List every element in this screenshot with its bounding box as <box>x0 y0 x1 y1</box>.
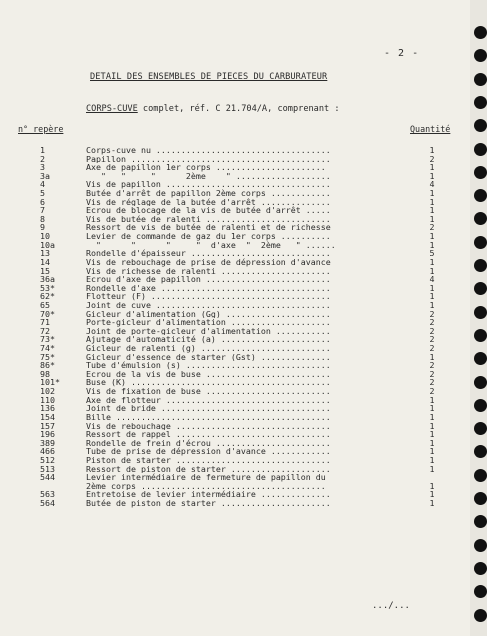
table-row <box>0 387 470 396</box>
part-description: Joint de cuve ................................... <box>86 300 331 310</box>
binder-hole <box>474 609 487 622</box>
part-quantity: 4 <box>429 179 435 190</box>
part-ref-number: 86* <box>40 360 55 371</box>
part-ref-number: 9 <box>40 222 45 233</box>
part-ref-number: 6 <box>40 196 45 207</box>
part-description: Levier de commande de gaz du 1er corps .......... <box>86 232 331 241</box>
part-description: Gicleur d'essence de starter (Gst) .............. <box>86 352 331 362</box>
part-quantity: 1 <box>429 213 435 224</box>
table-row <box>0 215 470 224</box>
part-description: Joint de bride .................................. <box>86 404 331 413</box>
part-description: Vis de butée de ralenti ......................... <box>86 214 331 224</box>
part-quantity: 2 <box>429 360 435 371</box>
binder-strip <box>470 0 487 636</box>
part-description: Axe de flotteur ................................. <box>86 395 331 405</box>
part-description: Vis de rebouchage ............................... <box>86 421 331 431</box>
part-ref-number: 73* <box>40 334 55 345</box>
part-description: Butée de piston de starter ...................... <box>86 498 331 508</box>
part-description: Gicleur d'alimentation (Gg) ..................... <box>86 309 331 319</box>
part-quantity: 1 <box>429 497 435 508</box>
part-quantity: 1 <box>429 394 435 405</box>
table-row <box>0 198 470 207</box>
part-description: Bille ........................................... <box>86 412 331 422</box>
binder-hole <box>474 469 487 482</box>
part-ref-number: 389 <box>40 437 55 448</box>
part-quantity: 1 <box>429 420 435 431</box>
part-quantity: 1 <box>429 145 435 155</box>
binder-hole <box>474 376 487 389</box>
table-row <box>0 439 470 448</box>
table-row <box>0 413 470 422</box>
part-quantity: 1 <box>429 480 435 491</box>
part-ref-number: 102 <box>40 386 55 397</box>
table-row <box>0 327 470 336</box>
binder-hole <box>474 259 487 272</box>
part-description: Ecrou d'axe de papillon ......................... <box>86 275 331 284</box>
table-row <box>0 163 470 172</box>
part-ref-number: 2 <box>40 153 45 164</box>
part-description: Rondelle de frein d'écrou ....................... <box>86 438 331 448</box>
table-row <box>0 490 470 499</box>
parts-list <box>0 146 470 508</box>
table-row <box>0 447 470 456</box>
binder-hole <box>474 236 487 249</box>
table-row <box>0 258 470 267</box>
table-row <box>0 430 470 439</box>
part-description: Vis de papillon ................................. <box>86 180 331 190</box>
binder-hole <box>474 422 487 435</box>
table-row <box>0 206 470 215</box>
part-ref-number: 75* <box>40 351 55 362</box>
part-description: " " " " d'axe " 2ème " ...... <box>86 240 336 250</box>
table-row <box>0 223 470 232</box>
part-quantity: 1 <box>429 231 435 242</box>
part-description: Levier intermédiaire de fermeture de papillon du <box>86 473 326 482</box>
part-description: 2ème corps ..................................... <box>86 481 326 491</box>
part-quantity: 1 <box>429 256 435 267</box>
part-description: Tube d'émulsion (s) ............................. <box>86 361 331 370</box>
table-row <box>0 310 470 319</box>
part-ref-number: 563 <box>40 489 55 500</box>
table-row <box>0 353 470 362</box>
part-ref-number: 65 <box>40 299 50 310</box>
part-description: Flotteur (F) .................................... <box>86 292 331 301</box>
binder-hole <box>474 352 487 365</box>
binder-hole <box>474 585 487 598</box>
part-ref-number: 62* <box>40 291 55 302</box>
table-row <box>0 473 470 482</box>
part-ref-number: 98 <box>40 368 50 379</box>
part-ref-number: 13 <box>40 248 50 259</box>
table-row <box>0 249 470 258</box>
part-description: Papillon ........................................ <box>86 154 331 164</box>
table-row <box>0 146 470 155</box>
table-row <box>0 370 470 379</box>
column-header-quantity: Quantité <box>410 124 451 134</box>
part-ref-number: 157 <box>40 420 55 431</box>
part-description: Ressort de rappel ............................... <box>86 430 331 439</box>
part-ref-number: 7 <box>40 205 45 216</box>
part-ref-number: 74* <box>40 343 55 354</box>
binder-hole <box>474 166 487 179</box>
part-quantity: 2 <box>429 308 435 319</box>
part-quantity: 1 <box>429 489 435 500</box>
table-row <box>0 318 470 327</box>
table-row <box>0 232 470 241</box>
part-ref-number: 101* <box>40 377 60 388</box>
part-ref-number: 544 <box>40 472 55 483</box>
part-quantity: 1 <box>429 205 435 216</box>
part-ref-number: 4 <box>40 179 45 190</box>
part-quantity: 2 <box>429 386 435 397</box>
part-description: Entretoise de levier intermédiaire .............. <box>86 490 331 499</box>
part-ref-number: 5 <box>40 188 45 199</box>
table-row <box>0 292 470 301</box>
part-quantity: 1 <box>429 282 435 293</box>
part-quantity: 2 <box>429 325 435 336</box>
part-ref-number: 71 <box>40 317 50 328</box>
binder-hole <box>474 96 487 109</box>
table-row <box>0 275 470 284</box>
part-ref-number: 10 <box>40 231 50 242</box>
part-quantity: 1 <box>429 454 435 465</box>
part-quantity: 1 <box>429 196 435 207</box>
part-ref-number: 564 <box>40 497 55 508</box>
part-ref-number: 3a <box>40 170 50 181</box>
table-row <box>0 404 470 413</box>
table-row <box>0 396 470 405</box>
part-ref-number: 3 <box>40 162 45 173</box>
part-quantity: 2 <box>429 334 435 345</box>
part-ref-number: 53* <box>40 282 55 293</box>
table-row <box>0 301 470 310</box>
part-description: Porte-gicleur d'alimentation .................... <box>86 318 331 327</box>
table-row <box>0 499 470 508</box>
binder-hole <box>474 212 487 225</box>
part-ref-number: 8 <box>40 213 45 224</box>
part-quantity: 5 <box>429 248 435 259</box>
part-quantity: 1 <box>429 411 435 422</box>
part-quantity: 1 <box>429 188 435 199</box>
binder-hole <box>474 445 487 458</box>
binder-hole <box>474 329 487 342</box>
part-description: Ecrou de la vis de buse ......................... <box>86 369 331 379</box>
part-ref-number: 110 <box>40 394 55 405</box>
binder-hole <box>474 399 487 412</box>
part-description: Buse (K) ........................................ <box>86 378 331 388</box>
part-description: Corps-cuve nu ................................... <box>86 146 331 155</box>
part-description: Rondelle d'axe .................................. <box>86 283 331 293</box>
part-description: Tube de prise de dépression d'avance ............ <box>86 447 331 456</box>
part-quantity: 1 <box>429 162 435 173</box>
binder-hole <box>474 189 487 202</box>
table-row <box>0 378 470 387</box>
part-quantity: 1 <box>429 403 435 414</box>
table-row <box>0 422 470 431</box>
part-quantity: 2 <box>429 368 435 379</box>
part-ref-number: 466 <box>40 446 55 457</box>
part-quantity: 4 <box>429 274 435 285</box>
table-row <box>0 172 470 181</box>
part-description: Vis de richesse de ralenti ...................... <box>86 266 331 276</box>
binder-hole <box>474 562 487 575</box>
part-ref-number: 15 <box>40 265 50 276</box>
part-quantity: 2 <box>429 343 435 354</box>
part-description: Axe de papillon 1er corps ...................... <box>86 163 326 172</box>
part-quantity: 1 <box>429 299 435 310</box>
binder-hole <box>474 539 487 552</box>
part-quantity: 1 <box>429 437 435 448</box>
part-description: Vis de rebouchage de prise de dépression d'avance <box>86 257 331 267</box>
part-ref-number: 513 <box>40 463 55 474</box>
part-description: " " " 2ème " ................... <box>86 171 331 181</box>
document-title: DETAIL DES ENSEMBLES DE PIECES DU CARBURATEUR <box>90 72 328 82</box>
table-row <box>0 189 470 198</box>
column-header-ref: n° repère <box>18 124 64 134</box>
binder-hole <box>474 26 487 39</box>
table-row <box>0 456 470 465</box>
table-row <box>0 482 470 491</box>
binder-hole <box>474 143 487 156</box>
part-ref-number: 10a <box>40 239 55 250</box>
part-ref-number: 196 <box>40 429 55 440</box>
table-row <box>0 344 470 353</box>
part-description: Rondelle d'épaisseur ............................ <box>86 249 331 258</box>
table-row <box>0 155 470 164</box>
part-description: Ressort de vis de butée de ralenti et de richesse <box>86 223 331 233</box>
table-row <box>0 284 470 293</box>
part-ref-number: 154 <box>40 411 55 422</box>
binder-hole <box>474 282 487 295</box>
part-description: Vis de réglage de la butée d'arrêt .............. <box>86 197 331 207</box>
part-description: Ajutage d'automaticité (a) ...................... <box>86 335 331 345</box>
part-description: Ecrou de blocage de la vis de butée d'arrêt ..... <box>86 206 331 215</box>
binder-hole <box>474 73 487 86</box>
part-description: Joint de porte-gicleur d'alimentation ........... <box>86 326 331 336</box>
table-row <box>0 267 470 276</box>
part-quantity: 2 <box>429 377 435 388</box>
part-quantity: 1 <box>429 265 435 276</box>
part-quantity: 1 <box>429 463 435 474</box>
document-subtitle <box>86 104 340 114</box>
part-description: Vis de fixation de buse ......................... <box>86 387 331 396</box>
part-quantity: 1 <box>429 429 435 440</box>
page-number: - 2 - <box>384 48 420 59</box>
part-quantity: 1 <box>429 170 435 181</box>
subtitle-part-name: CORPS-CUVE <box>86 104 138 114</box>
table-row <box>0 465 470 474</box>
part-quantity: 1 <box>429 291 435 302</box>
table-row <box>0 361 470 370</box>
part-ref-number: 1 <box>40 145 45 155</box>
binder-hole <box>474 119 487 132</box>
part-ref-number: 14 <box>40 256 50 267</box>
part-description: Gicleur de ralenti (g) .......................... <box>86 344 331 353</box>
part-quantity: 2 <box>429 153 435 164</box>
table-row <box>0 241 470 250</box>
part-quantity: 1 <box>429 239 435 250</box>
part-description: Ressort de piston de starter .................... <box>86 464 331 474</box>
part-description: Piston de starter ............................... <box>86 455 331 465</box>
part-description: Butée d'arrêt de papillon 2ème corps ............ <box>86 189 331 198</box>
part-quantity: 2 <box>429 222 435 233</box>
binder-hole <box>474 492 487 505</box>
part-ref-number: 36a <box>40 274 55 285</box>
part-quantity: 2 <box>429 317 435 328</box>
part-ref-number: 72 <box>40 325 50 336</box>
binder-hole <box>474 515 487 528</box>
continuation-marker: .../... <box>372 601 410 611</box>
binder-hole <box>474 49 487 62</box>
binder-hole <box>474 306 487 319</box>
part-quantity: 1 <box>429 446 435 457</box>
table-row <box>0 335 470 344</box>
subtitle-rest: complet, réf. C 21.704/A, comprenant : <box>137 104 340 114</box>
part-ref-number: 136 <box>40 403 55 414</box>
part-ref-number: 512 <box>40 454 55 465</box>
table-row <box>0 180 470 189</box>
part-ref-number: 70* <box>40 308 55 319</box>
part-quantity: 1 <box>429 351 435 362</box>
